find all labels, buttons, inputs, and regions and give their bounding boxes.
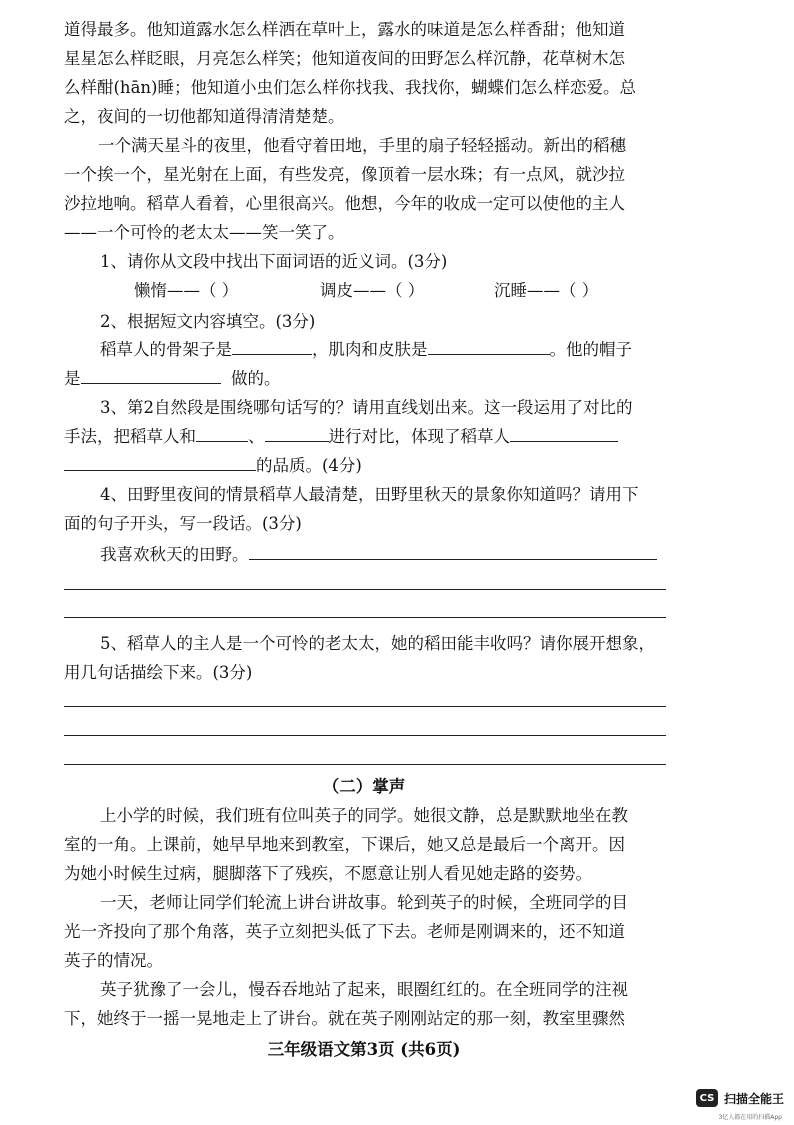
cs-logo-icon: CS: [696, 1089, 718, 1107]
answer-line[interactable]: [64, 764, 666, 765]
synonym-item: 沉睡——（ ）: [494, 281, 599, 300]
answer-blank[interactable]: [81, 369, 221, 384]
question-text: 、: [248, 427, 265, 446]
passage-line: 道得最多。他知道露水怎么样洒在草叶上，露水的味道是怎么样香甜；他知道: [64, 20, 625, 39]
section-title: （二）掌声: [322, 777, 406, 796]
answer-blank[interactable]: [510, 427, 618, 442]
answer-line[interactable]: [64, 589, 666, 590]
synonym-item: 懒惰——（ ）: [134, 281, 239, 300]
scanner-watermark: [696, 1089, 784, 1107]
question-2-line: [64, 369, 734, 389]
question-text: ，肌肉和皮肤是: [312, 340, 428, 359]
answer-blank[interactable]: [196, 427, 248, 442]
question-5-prompt: 5、稻草人的主人是一个可怜的老太太，她的稻田能丰收吗？请你展开想象，: [100, 634, 655, 653]
passage-line: 室的一角。上课前，她早早地来到教室，下课后，她又总是最后一个离开。因: [64, 835, 625, 854]
passage-line: 为她小时候生过病，腿脚落下了残疾，不愿意让别人看见她走路的姿势。: [64, 864, 592, 883]
page-number: 三年级语文第3页 (共6页): [267, 1040, 461, 1059]
answer-line[interactable]: [64, 706, 666, 707]
question-4-prompt: 4、田野里夜间的情景稻草人最清楚，田野里秋天的景象你知道吗？请用下: [100, 485, 639, 504]
question-1-prompt: 1、请你从文段中找出下面词语的近义词。(3分): [100, 252, 448, 271]
question-2-line: [100, 340, 770, 360]
question-text: 我喜欢秋天的田野。: [100, 545, 249, 564]
answer-blank[interactable]: [64, 456, 256, 471]
question-text: 进行对比，体现了稻草人: [328, 427, 510, 446]
question-5-prompt: 用几句话描绘下来。(3分): [64, 663, 253, 682]
brand-tagline: 3亿人都在用的扫描App: [718, 1114, 782, 1121]
question-text: 做的。: [231, 369, 281, 388]
passage-line: 一个挨一个，星光射在上面，有些发亮，像顶着一层水珠；有一点风，就沙拉: [64, 165, 625, 184]
question-3-line: [64, 427, 734, 447]
question-text: 。他的帽子: [549, 340, 632, 359]
answer-blank[interactable]: [428, 340, 550, 355]
question-3-line: [64, 456, 734, 476]
passage-line: ——一个可怜的老太太——笑一笑了。: [64, 223, 345, 242]
answer-line[interactable]: [64, 617, 666, 618]
passage-line: 么样酣(hān)睡；他知道小虫们怎么样你找我、我找你，蝴蝶们怎么样恋爱。总: [64, 78, 636, 97]
passage-line: 上小学的时候，我们班有位叫英子的同学。她很文静，总是默默地坐在教: [100, 806, 628, 825]
answer-line[interactable]: [64, 735, 666, 736]
synonym-item: 调皮——（ ）: [320, 281, 425, 300]
passage-line: 星星怎么样眨眼，月亮怎么样笑；他知道夜间的田野怎么样沉静，花草树木怎: [64, 49, 625, 68]
answer-blank[interactable]: [265, 427, 329, 442]
answer-blank[interactable]: [232, 340, 312, 355]
passage-line: 英子的情况。: [64, 951, 163, 970]
passage-line: 沙拉地响。稻草人看着，心里很高兴。他想，今年的收成一定可以使他的主人: [64, 194, 625, 213]
question-text: 稻草人的骨架子是: [100, 340, 232, 359]
passage-line: 英子犹豫了一会儿，慢吞吞地站了起来，眼圈红红的。在全班同学的注视: [100, 980, 628, 999]
question-2-prompt: 2、根据短文内容填空。(3分): [100, 312, 316, 331]
passage-line: 一个满天星斗的夜里，他看守着田地，手里的扇子轻轻摇动。新出的稻穗: [98, 136, 626, 155]
question-text: 手法，把稻草人和: [64, 427, 196, 446]
passage-line: 一天，老师让同学们轮流上讲台讲故事。轮到英子的时候，全班同学的目: [100, 893, 628, 912]
question-text: 是: [64, 369, 81, 388]
question-3-prompt: 3、第2自然段是围绕哪句话写的？请用直线划出来。这一段运用了对比的: [100, 398, 633, 417]
passage-line: 之，夜间的一切他都知道得清清楚楚。: [64, 107, 345, 126]
question-4-line: [100, 545, 770, 565]
answer-blank[interactable]: [249, 545, 657, 560]
passage-line: 光一齐投向了那个角落，英子立刻把头低了下去。老师是刚调来的，还不知道: [64, 922, 625, 941]
question-4-prompt: 面的句子开头，写一段话。(3分): [64, 514, 302, 533]
passage-line: 下，她终于一摇一晃地走上了讲台。就在英子刚刚站定的那一刻，教室里骤然: [64, 1009, 625, 1028]
question-text: 的品质。(4分): [256, 456, 362, 475]
brand-name: 扫描全能王: [723, 1091, 784, 1106]
